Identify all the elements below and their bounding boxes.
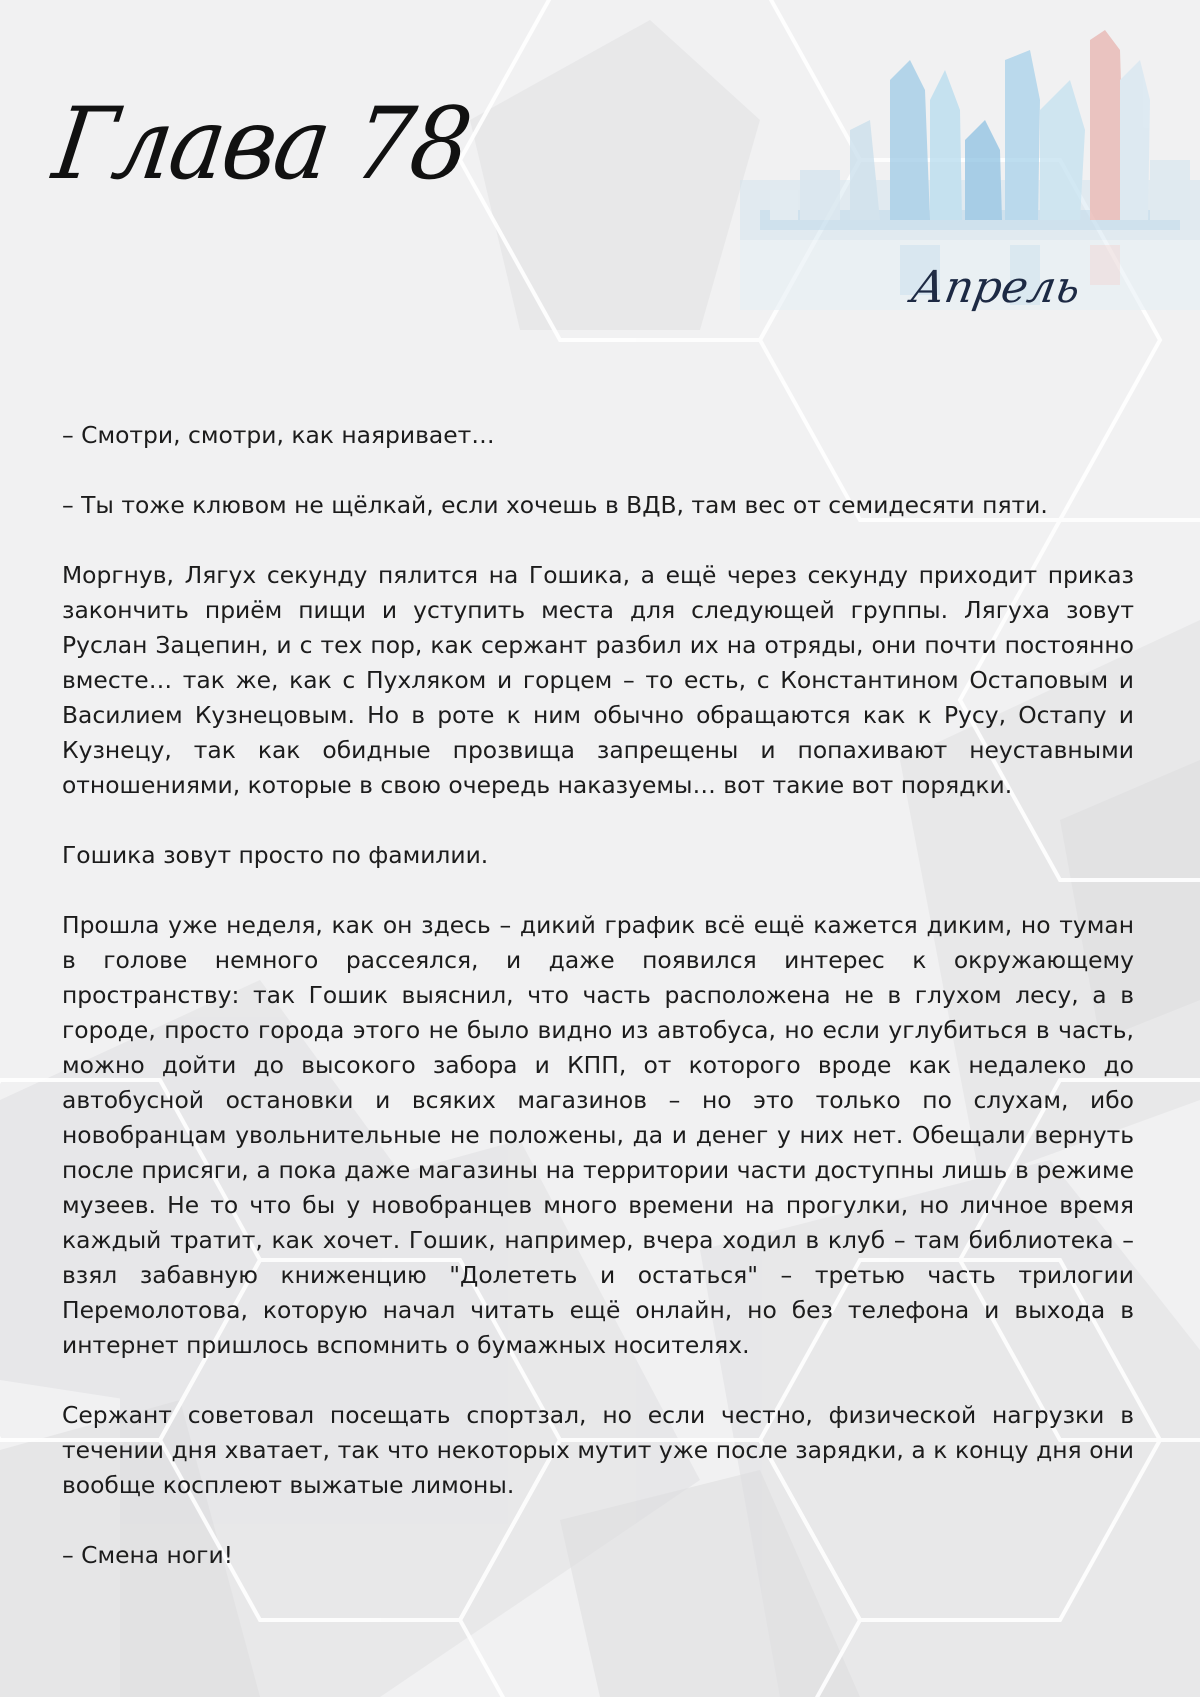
paragraph: Моргнув, Лягух секунду пялится на Гошика, а ещё через секунду приходит приказ закончить приём пищи и уступить места для следующей группы. Лягуха зовут Руслан Зацепин, и с тех пор, как сержант разбил их на отряды, они почти постоянно вместе… так же, как с Пухляком и горцем – то есть, с Константином Остаповым и Василием Кузнецовым. Но в роте к ним обычно обращаются как к Русу, Остапу и Кузнецу, так как обидные прозвища запрещены и попахивают неуставными отношениями, которые в свою очередь наказуемы… вот такие вот порядки.: [62, 561, 1134, 799]
paragraph: – Смотри, смотри, как наяривает…: [62, 421, 495, 449]
chapter-title: Глава 78: [46, 86, 477, 202]
paragraph: Сержант советовал посещать спортзал, но если честно, физической нагрузки в течении дня хватает, так что некоторых мутит уже после зарядки, а к концу дня они вообще косплеют выжатые лимоны.: [62, 1401, 1134, 1499]
chapter-body: [62, 418, 1134, 1608]
city-skyline-illustration: [740, 20, 1200, 380]
paragraph: Прошла уже неделя, как он здесь – дикий график всё ещё кажется диким, но туман в голове немного рассеялся, и даже появился интерес к окружающему пространству: так Гошик выяснил, что часть расположена не в глухом лесу, а в городе, просто города этого не было видно из автобуса, но если углубиться в часть, можно дойти до высокого забора и КПП, от которого вроде как недалеко до автобусной остановки и всяких магазинов – но это только по слухам, ибо новобранцам увольнительные не положены, да и денег у них нет. Обещали вернуть после присяги, а пока даже магазины на территории части доступны лишь в режиме музеев. Не то что бы у новобранцев много времени на прогулки, но личное время каждый тратит, как хочет. Гошик, например, вчера ходил в клуб – там библиотека – взял забавную книженцию "Долететь и остаться" – третью часть трилогии Перемолотова, которую начал читать ещё онлайн, но без телефона и выхода в интернет пришлось вспомнить о бумажных носителях.: [62, 911, 1134, 1359]
month-label: Апрель: [907, 262, 1085, 313]
paragraph: – Смена ноги!: [62, 1541, 234, 1569]
paragraph: – Ты тоже клювом не щёлкай, если хочешь в ВДВ, там вес от семидесяти пяти.: [62, 491, 1048, 519]
paragraph: Гошика зовут просто по фамилии.: [62, 841, 489, 869]
